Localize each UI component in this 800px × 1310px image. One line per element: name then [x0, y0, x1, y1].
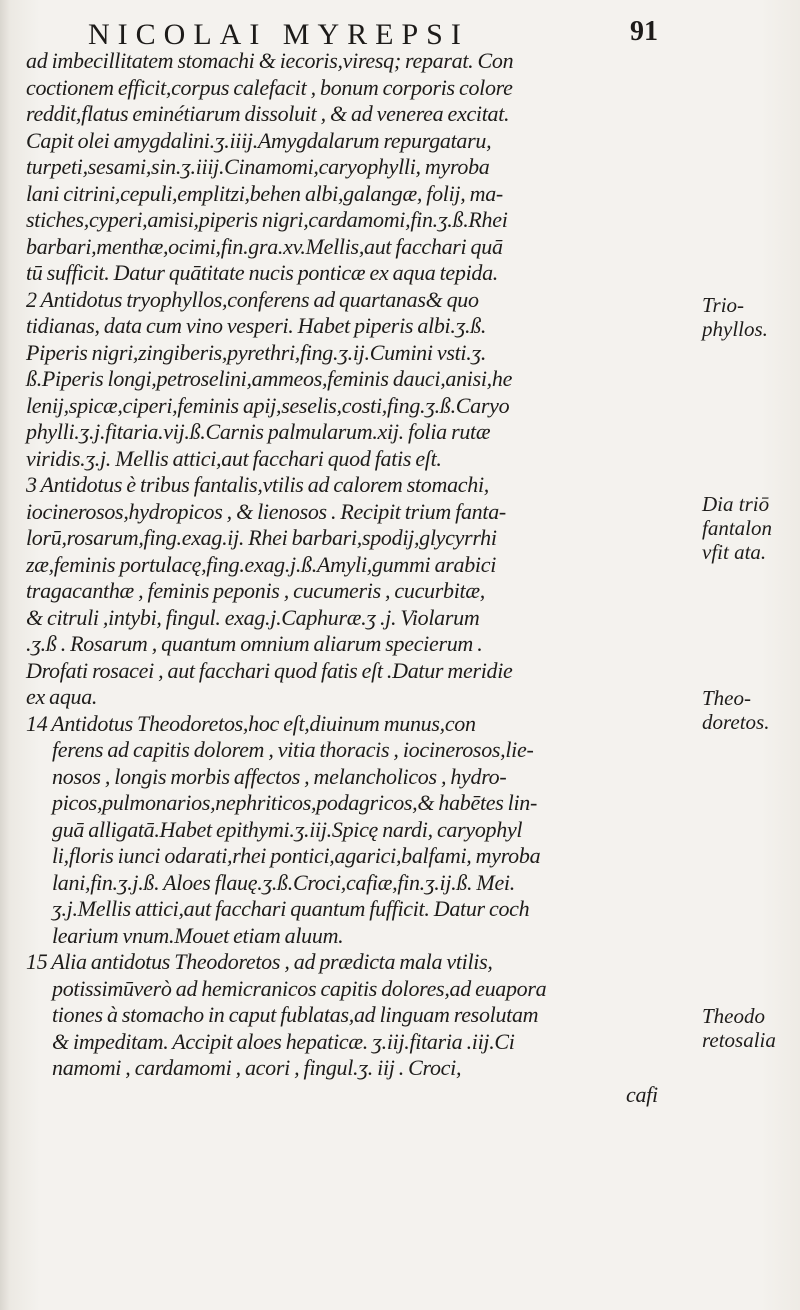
margin-note-line: Theodo	[702, 1004, 765, 1028]
text-line: .ʒ.ß . Rosarum , quantum omnium aliarum specierum .	[26, 631, 483, 656]
text-line: guā alligatā.Habet epithymi.ʒ.iij.Spicę nardi, caryophyl	[52, 816, 523, 842]
text-line: ex aqua.	[26, 684, 98, 709]
text-line: 15 Alia antidotus Theodoretos , ad prædicta mala vtilis,	[26, 949, 493, 974]
running-title: NICOLAI MYREPSI	[88, 18, 469, 51]
text-line: Piperis nigri,zingiberis,pyrethri,fing.ʒ.ij.Cumini vsti.ʒ.	[26, 339, 487, 365]
margin-note-line: Trio-	[702, 293, 745, 317]
text-line: lani citrini,cepuli,emplitzi,behen albi,galangæ, folij, ma-	[26, 180, 503, 206]
margin-note	[702, 492, 772, 564]
text-line: phylli.ʒ.j.fitaria.vij.ß.Carnis palmularum.xij. folia rutæ	[26, 419, 491, 444]
margin-notes	[700, 0, 800, 1310]
text-line: 3 Antidotus è tribus fantalis,vtilis ad calorem stomachi,	[26, 472, 489, 497]
margin-note-line: phyllos.	[702, 317, 768, 341]
text-line: potissimūverò ad hemicranicos capitis dolores,ad euapora	[52, 975, 547, 1001]
text-line: & citruli ,intybi, fingul. exag.j.Caphuræ.ʒ .j. Violarum	[26, 604, 480, 630]
text-line: 2 Antidotus tryophyllos,conferens ad quartanas& quo	[26, 286, 479, 312]
text-line: tidianas, data cum vino vesperi. Habet piperis albi.ʒ.ß.	[26, 313, 487, 338]
text-line: li,floris iunci odarati,rhei pontici,agarici,balfami, myroba	[52, 843, 541, 868]
text-line: & impeditam. Accipit aloes hepaticæ. ʒ.iij.fitaria .iij.Ci	[52, 1028, 515, 1054]
text-line: tragacanthæ , feminis peponis , cucumeris , cucurbitæ,	[26, 578, 485, 603]
text-line: viridis.ʒ.j. Mellis attici,aut facchari quod fatis eſt.	[26, 445, 442, 471]
margin-note-line: retosalia	[702, 1028, 776, 1052]
text-line: 14 Antidotus Theodoretos,hoc eſt,diuinum munus,con	[26, 710, 476, 736]
margin-note	[702, 686, 769, 734]
text-line: iocinerosos,hydropicos , & lienosos . Recipit trium fanta-	[26, 498, 506, 524]
text-line: ad imbecillitatem stomachi & iecoris,viresq; reparat. Con	[26, 48, 514, 73]
margin-note-line: fantalon	[702, 516, 773, 540]
margin-note-line: Theo-	[702, 686, 751, 710]
text-line: ferens ad capitis dolorem , vitia thoracis , iocinerosos,lie-	[52, 737, 534, 762]
text-line: tū sufficit. Datur quātitate nucis ponticæ ex aqua tepida.	[26, 260, 498, 285]
text-line: reddit,flatus eminétiarum dissoluit , & ad venerea excitat.	[26, 101, 510, 126]
text-line: barbari,menthæ,ocimi,fin.gra.xv.Mellis,aut facchari quā	[26, 233, 503, 259]
catchword: cafi	[626, 1081, 658, 1107]
main-text	[26, 48, 686, 1108]
text-line: learium vnum.Mouet etiam aluum.	[52, 922, 344, 948]
text-line: lorū,rosarum,fing.exag.ij. Rhei barbari,spodij,glycyrrhi	[26, 525, 497, 550]
text-line: nosos , longis morbis affectos , melancholicos , hydro-	[52, 763, 507, 789]
margin-note	[702, 293, 768, 341]
page-number: 91	[630, 16, 658, 47]
margin-note-line: doretos.	[702, 710, 770, 734]
text-line: lenij,spicæ,ciperi,feminis apij,seselis,costi,fing.ʒ.ß.Caryo	[26, 392, 510, 418]
margin-note-line: Dia triō	[702, 492, 770, 516]
text-line: stiches,cyperi,amisi,piperis nigri,cardamomi,fin.ʒ.ß.Rhei	[26, 207, 508, 232]
text-line: namomi , cardamomi , acori , fingul.ʒ. iij . Croci,	[52, 1055, 462, 1080]
text-line: lani,fin.ʒ.j.ß. Aloes flauę.ʒ.ß.Croci,cafiæ,fin.ʒ.ij.ß. Mei.	[52, 869, 515, 895]
margin-note	[702, 1004, 776, 1052]
text-line: ʒ.j.Mellis attici,aut facchari quantum fufficit. Datur coch	[52, 896, 530, 921]
text-line: coctionem efficit,corpus calefacit , bonum corporis colore	[26, 74, 513, 100]
text-line: Drofati rosacei , aut facchari quod fatis eſt .Datur meridie	[26, 657, 513, 683]
text-line: zæ,feminis portulacę,fing.exag.j.ß.Amyli,gummi arabici	[26, 551, 497, 577]
text-line: Capit olei amygdalini.ʒ.iiij.Amygdalarum repurgataru,	[26, 127, 492, 153]
text-line: turpeti,sesami,sin.ʒ.iiij.Cinamomi,caryophylli, myroba	[26, 154, 490, 179]
text-line: ß.Piperis longi,petroselini,ammeos,feminis dauci,anisi,he	[26, 366, 513, 391]
margin-note-line: vfit ata.	[702, 540, 767, 564]
text-line: tiones à stomacho in caput fublatas,ad linguam resolutam	[52, 1002, 539, 1027]
text-line: picos,pulmonarios,nephriticos,podagricos,& habētes lin-	[52, 790, 538, 815]
